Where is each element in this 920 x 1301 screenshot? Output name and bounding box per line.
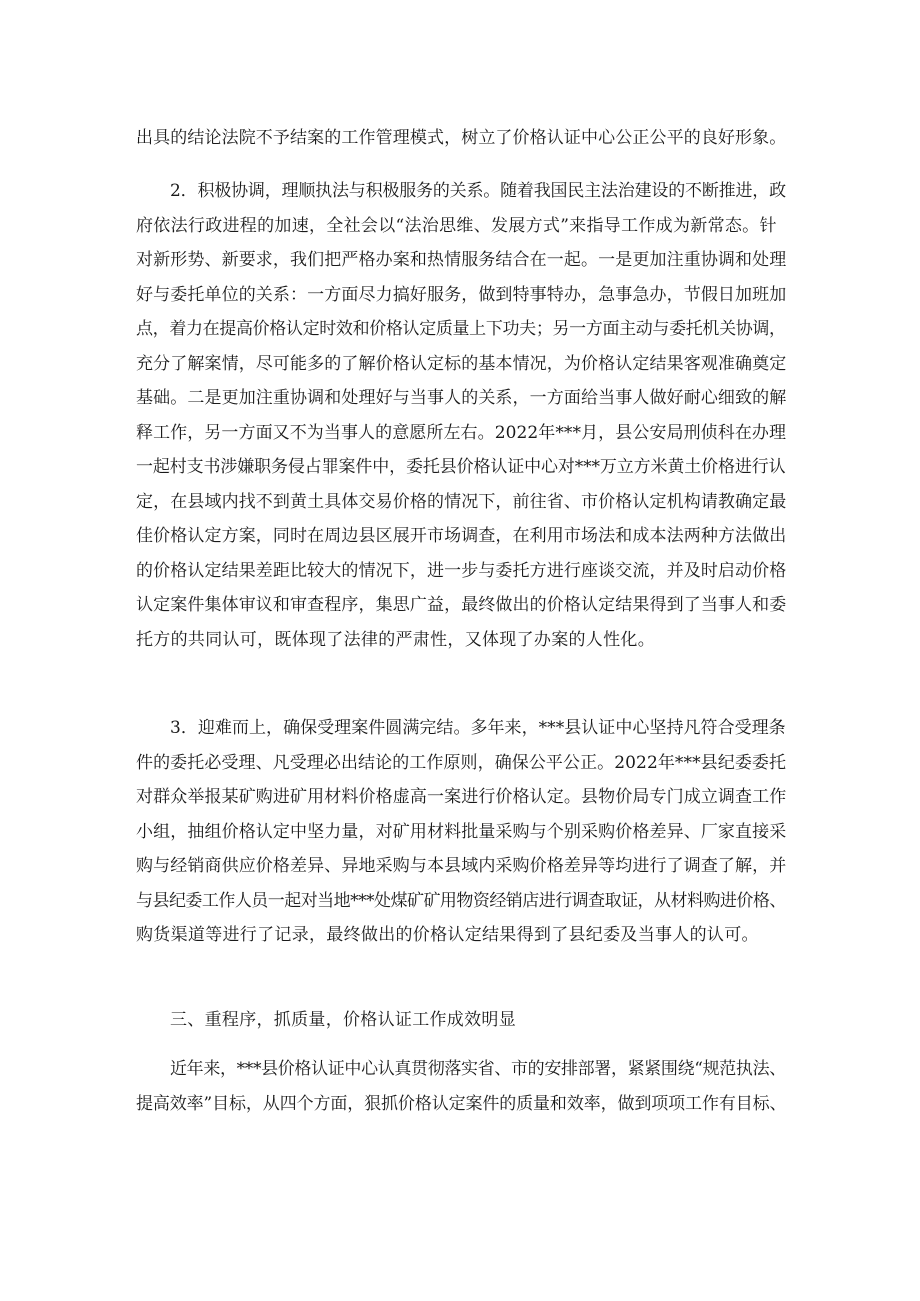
section-heading-text: 三、重程序，抓质量，价格认证工作成效明显 — [170, 1010, 516, 1030]
text-line: 出具的结论法院不予结案的工作管理模式，树立了价格认证中心公正公平的良好形象。 — [136, 128, 787, 148]
text-line: 府依法行政进程的加速，全社会以“法治思维、发展方式”来指导工作成为新常态。针 — [136, 215, 777, 236]
text-line: 与县纪委工作人员一起对当地***处煤矿矿用物资经销店进行调查取证，从材料购进价格、 — [136, 890, 786, 911]
text-line: 定，在县域内找不到黄土具体交易价格的情况下，前往省、市价格认定机构请教确定最 — [136, 491, 787, 512]
text-line: 充分了解案情，尽可能多的了解价格认定标的基本情况，为价格认定结果客观准确奠定 — [136, 353, 787, 374]
text-line: 近年来，***县价格认证中心认真贯彻落实省、市的安排部署，紧紧围绕“规范执法、 — [170, 1059, 786, 1079]
section-heading-3 — [136, 1003, 786, 1038]
text-line: 购与经销商供应价格差异、异地采购与本县域内采购价格差异等均进行了调查了解，并 — [136, 856, 787, 876]
text-line: 件的委托必受理、凡受理必出结论的工作原则，确保公平公正。2022年***县纪委委托 — [136, 752, 787, 773]
text-line: 小组，抽组价格认定中坚力量，对矿用材料批量采购与个别采购价格差异、厂家直接采 — [136, 821, 787, 842]
text-line: 购货渠道等进行了记录，最终做出的价格认定结果得到了县纪委及当事人的认可。 — [136, 925, 759, 945]
text-line: 提高效率”目标，从四个方面，狠抓价格认定案件的质量和效率，做到项项工作有目标、 — [136, 1093, 787, 1114]
text-line: 认定案件集体审议和审查程序，集思广益，最终做出的价格认定结果得到了当事人和委 — [136, 595, 787, 615]
paragraph-section-2 — [136, 174, 786, 657]
text-line: 基础。二是更加注重协调和处理好与当事人的关系，一方面给当事人做好耐心细致的解 — [136, 388, 787, 408]
paragraph-recent-years — [136, 1052, 786, 1121]
text-line: 的价格认定结果差距比较大的情况下，进一步与委托方进行座谈交流，并及时启动价格 — [136, 560, 787, 581]
paragraph-conclusion-continued — [136, 121, 786, 156]
text-line: 佳价格认定方案，同时在周边县区展开市场调查，在利用市场法和成本法两种方法做出 — [136, 526, 787, 546]
text-line: 托方的共同认可，既体现了法律的严肃性，又体现了办案的人性化。 — [136, 629, 655, 650]
text-line: 2．积极协调，理顺执法与积极服务的关系。随着我国民主法治建设的不断推进，政 — [170, 181, 786, 201]
paragraph-section-3 — [136, 711, 786, 953]
text-line: 点，着力在提高价格认定时效和价格认定质量上下功夫；另一方面主动与委托机关协调， — [136, 319, 786, 339]
text-line: 对新形势、新要求，我们把严格办案和热情服务结合在一起。一是更加注重协调和处理 — [136, 250, 787, 270]
text-line: 对群众举报某矿购进矿用材料价格虚高一案进行价格认定。县物价局专门成立调查工作 — [136, 787, 787, 807]
text-line: 释工作，另一方面又不为当事人的意愿所左右。2022年***月，县公安局刑侦科在办理 — [136, 422, 787, 443]
text-line: 3．迎难而上，确保受理案件圆满完结。多年来，***县认证中心坚持凡符合受理条 — [170, 718, 786, 738]
text-line: 一起村支书涉嫌职务侵占罪案件中，委托县价格认证中心对***万立方米黄土价格进行认 — [136, 457, 786, 477]
text-line: 好与委托单位的关系：一方面尽力搞好服务，做到特事特办，急事急办，节假日加班加 — [136, 284, 787, 305]
